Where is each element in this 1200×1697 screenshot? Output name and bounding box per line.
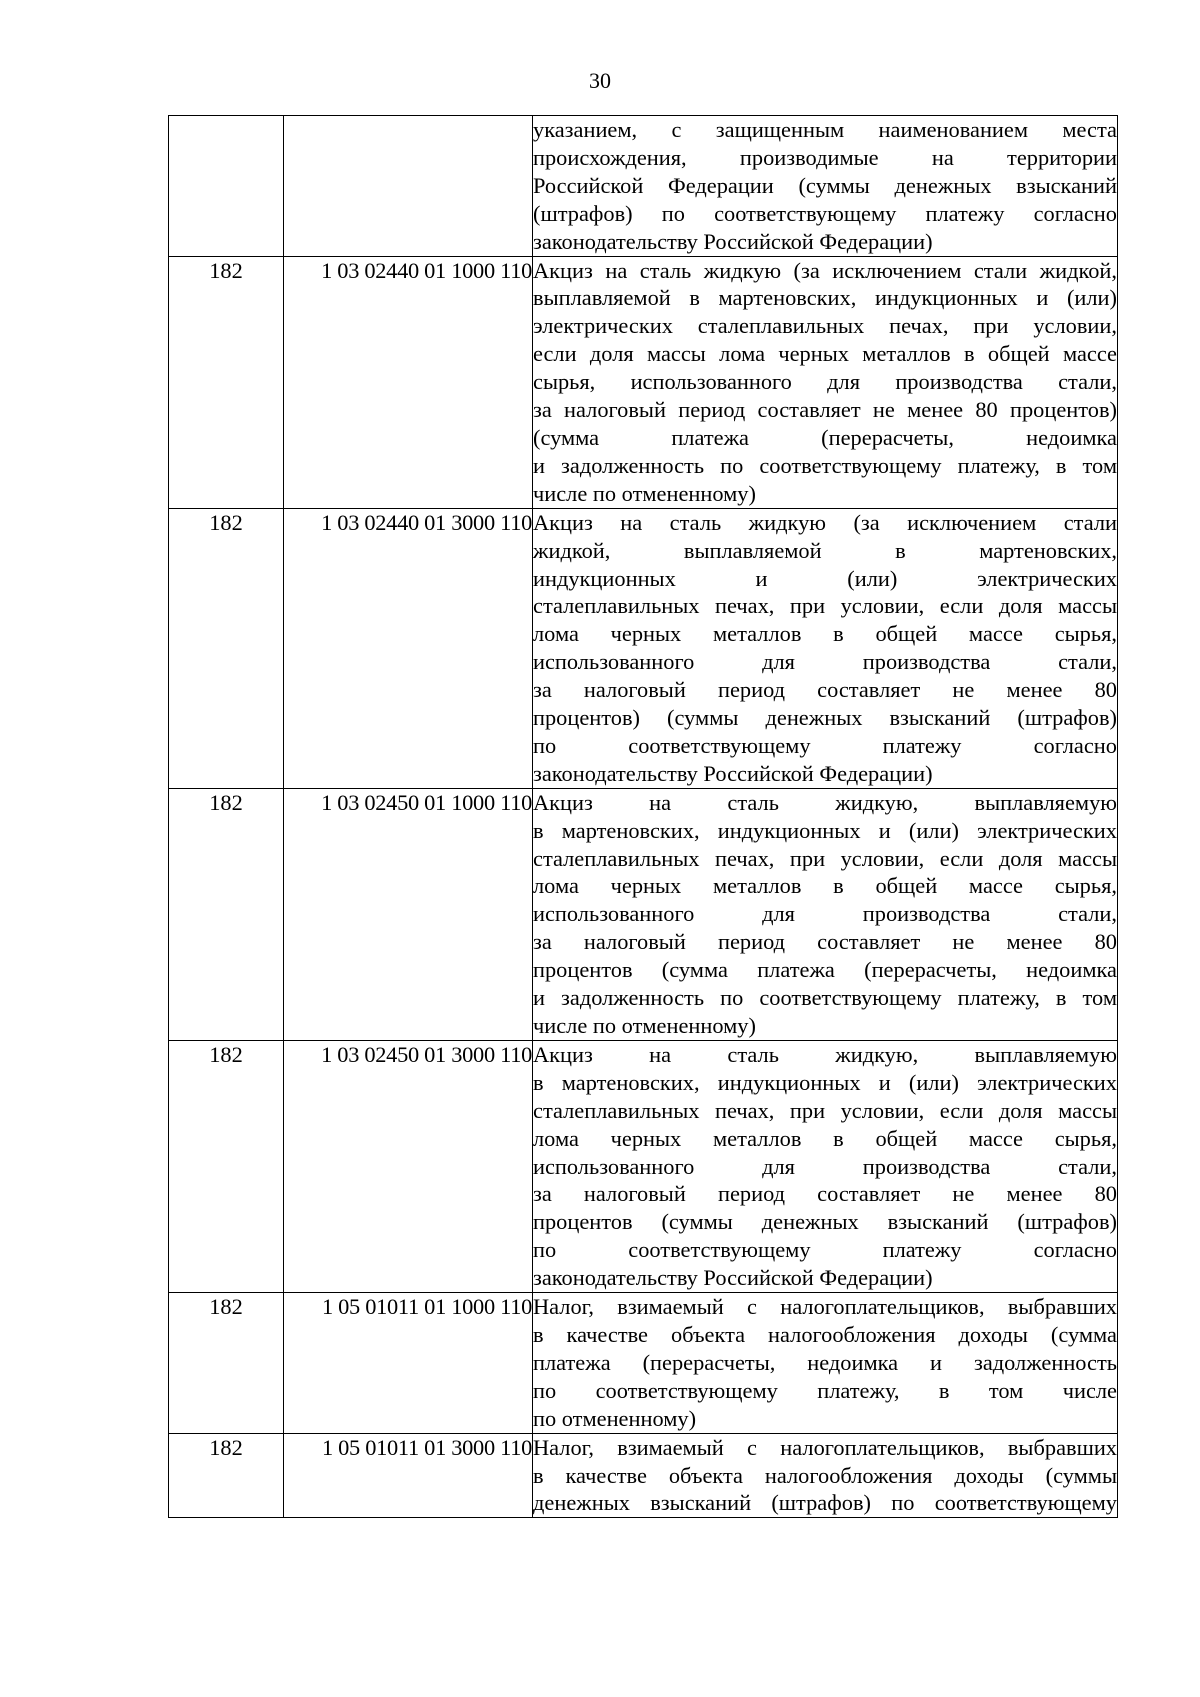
description-line: выплавляемой в мартеновских, индукционных и (или) [533,285,1117,311]
description-cell [533,116,1118,257]
budget-code-cell [284,116,533,257]
description-line: процентов (сумма платежа (перерасчеты, недоимка [533,957,1117,983]
table-row [169,1040,1118,1292]
table-row [169,508,1118,788]
table-row [169,116,1118,257]
admin-code-cell: 182 [169,256,284,508]
description-line: Акциз на сталь жидкую, выплавляемую [533,789,1117,815]
description-line: по соответствующему платежу согласно [533,732,1117,758]
description-line: происхождения, производимые на территории [533,144,1117,170]
description-line: сталеплавильных печах, при условии, если доля массы [533,1097,1117,1123]
description-line: числе по отмененному) [533,480,756,506]
admin-code-cell: 182 [169,1040,284,1292]
description-line: за налоговый период составляет не менее 80 процентов) [533,397,1117,423]
description-line: законодательству Российской Федерации) [533,760,933,786]
description-line: Акциз на сталь жидкую (за исключением стали жидкой, [533,257,1117,283]
description-line: использованного для производства стали, [533,649,1117,675]
description-cell [533,1040,1118,1292]
description-cell [533,788,1118,1040]
admin-code-cell: 182 [169,1293,284,1434]
description-line: числе по отмененному) [533,1013,756,1038]
table-row [169,1433,1118,1518]
description-cell [533,1293,1118,1434]
description-line: по соответствующему платежу согласно [533,1237,1117,1263]
description-line: платежа (перерасчеты, недоимка и задолженность [533,1349,1117,1375]
description-line: Российской Федерации (суммы денежных взысканий [533,172,1117,198]
table-row [169,256,1118,508]
admin-code-cell: 182 [169,788,284,1040]
description-line: жидкой, выплавляемой в мартеновских, [533,537,1117,563]
description-line: Акциз на сталь жидкую, выплавляемую [533,1041,1117,1067]
description-line: сталеплавильных печах, при условии, если доля массы [533,845,1117,871]
description-line: лома черных металлов в общей массе сырья, [533,873,1117,899]
description-line: и задолженность по соответствующему платежу, в том [533,452,1117,478]
description-cell [533,1433,1118,1518]
description-line: электрических сталеплавильных печах, при условии, [533,313,1117,339]
description-line: законодательству Российской Федерации) [533,228,933,254]
description-line: сталеплавильных печах, при условии, если доля массы [533,593,1117,619]
description-line: за налоговый период составляет не менее 80 [533,677,1117,703]
description-line: если доля массы лома черных металлов в общей массе [533,341,1117,367]
table-row [169,1293,1118,1434]
admin-code-cell: 182 [169,1433,284,1518]
description-line: (сумма платежа (перерасчеты, недоимка [533,424,1117,450]
budget-code-cell: 1 03 02440 01 3000 110 [284,508,533,788]
description-line: Налог, взимаемый с налогоплательщиков, выбравших [533,1434,1117,1460]
description-line: индукционных и (или) электрических [533,565,1117,591]
description-line: лома черных металлов в общей массе сырья, [533,1125,1117,1151]
budget-code-cell: 1 03 02450 01 3000 110 [284,1040,533,1292]
description-line: в качестве объекта налогообложения доходы (суммы [533,1462,1117,1488]
description-line: (штрафов) по соответствующему платежу согласно [533,200,1117,226]
description-line: процентов (суммы денежных взысканий (штрафов) [533,1209,1117,1235]
description-line: Акциз на сталь жидкую (за исключением стали [533,509,1117,535]
admin-code-cell [169,116,284,257]
description-line: денежных взысканий (штрафов) по соответствующему [533,1490,1117,1516]
description-line: использованного для производства стали, [533,1153,1117,1179]
description-line: указанием, с защищенным наименованием места [533,117,1117,142]
budget-code-cell: 1 03 02450 01 1000 110 [284,788,533,1040]
description-line: по соответствующему платежу, в том числе [533,1377,1117,1403]
description-line: и задолженность по соответствующему платежу, в том [533,985,1117,1011]
description-cell [533,508,1118,788]
table-body [169,116,1118,1518]
page-number: 30 [589,68,611,93]
budget-code-cell: 1 03 02440 01 1000 110 [284,256,533,508]
description-line: Налог, взимаемый с налогоплательщиков, выбравших [533,1294,1117,1320]
description-cell [533,256,1118,508]
description-line: по отмененному) [533,1405,697,1431]
admin-code-cell: 182 [169,508,284,788]
budget-code-cell: 1 05 01011 01 1000 110 [284,1293,533,1434]
description-line: за налоговый период составляет не менее 80 [533,1181,1117,1207]
description-line: в мартеновских, индукционных и (или) электрических [533,1069,1117,1095]
description-line: в качестве объекта налогообложения доходы (сумма [533,1321,1117,1347]
description-line: за налоговый период составляет не менее 80 [533,929,1117,955]
description-line: сырья, использованного для производства стали, [533,369,1117,395]
table-row [169,788,1118,1040]
budget-classification-table [168,115,1118,1518]
description-line: законодательству Российской Федерации) [533,1265,933,1291]
description-line: лома черных металлов в общей массе сырья, [533,621,1117,647]
budget-code-cell: 1 05 01011 01 3000 110 [284,1433,533,1518]
description-line: использованного для производства стали, [533,901,1117,927]
description-line: процентов) (суммы денежных взысканий (штрафов) [533,705,1117,731]
description-line: в мартеновских, индукционных и (или) электрических [533,817,1117,843]
